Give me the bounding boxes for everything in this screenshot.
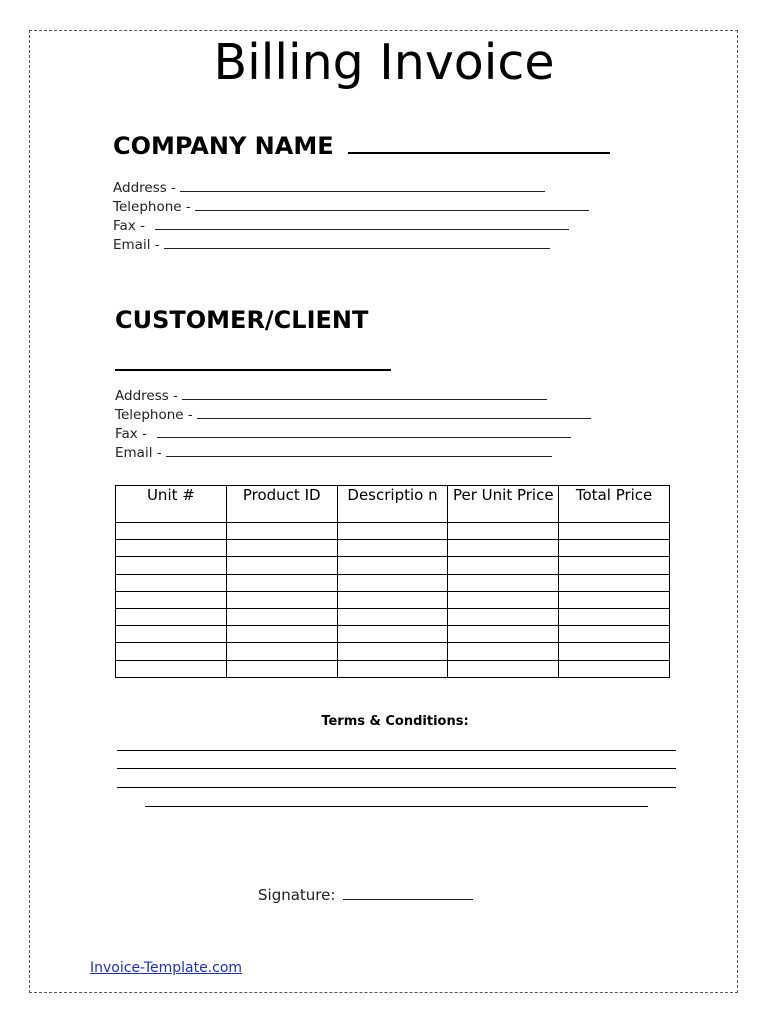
company-telephone-label: Telephone - bbox=[113, 199, 191, 215]
company-address-field bbox=[113, 179, 545, 197]
table-cell[interactable] bbox=[559, 660, 670, 677]
table-cell[interactable] bbox=[226, 540, 337, 557]
table-cell[interactable] bbox=[559, 540, 670, 557]
table-cell[interactable] bbox=[226, 591, 337, 608]
table-cell[interactable] bbox=[226, 643, 337, 660]
table-row bbox=[116, 523, 670, 540]
table-cell[interactable] bbox=[226, 626, 337, 643]
table-cell[interactable] bbox=[448, 591, 559, 608]
table-cell[interactable] bbox=[337, 608, 448, 625]
table-cell[interactable] bbox=[559, 523, 670, 540]
table-row bbox=[116, 643, 670, 660]
table-cell[interactable] bbox=[226, 574, 337, 591]
table-cell[interactable] bbox=[559, 591, 670, 608]
table-cell[interactable] bbox=[116, 540, 227, 557]
col-header-description: Descriptio n bbox=[337, 486, 448, 523]
table-cell[interactable] bbox=[337, 557, 448, 574]
table-row bbox=[116, 591, 670, 608]
table-cell[interactable] bbox=[116, 608, 227, 625]
customer-telephone-field bbox=[115, 406, 591, 424]
table-cell[interactable] bbox=[337, 660, 448, 677]
customer-fax-label: Fax - bbox=[115, 426, 147, 442]
customer-fax-field bbox=[115, 425, 571, 443]
signature-blank[interactable] bbox=[343, 885, 473, 900]
table-cell[interactable] bbox=[448, 574, 559, 591]
company-email-blank[interactable] bbox=[164, 236, 550, 249]
company-email-field bbox=[113, 236, 550, 254]
table-cell[interactable] bbox=[448, 608, 559, 625]
table-cell[interactable] bbox=[337, 540, 448, 557]
customer-address-blank[interactable] bbox=[182, 387, 547, 400]
company-telephone-field bbox=[113, 198, 589, 216]
table-cell[interactable] bbox=[116, 643, 227, 660]
terms-line[interactable] bbox=[117, 750, 676, 751]
table-row bbox=[116, 660, 670, 677]
table-cell[interactable] bbox=[116, 660, 227, 677]
page-title: Billing Invoice bbox=[213, 34, 555, 91]
table-cell[interactable] bbox=[559, 608, 670, 625]
invoice-template-link[interactable]: Invoice-Template.com bbox=[90, 960, 243, 976]
table-cell[interactable] bbox=[448, 643, 559, 660]
table-cell[interactable] bbox=[337, 643, 448, 660]
table-cell[interactable] bbox=[448, 557, 559, 574]
table-cell[interactable] bbox=[116, 557, 227, 574]
company-fax-blank[interactable] bbox=[155, 217, 569, 230]
signature-label: Signature: bbox=[258, 886, 336, 904]
signature-field bbox=[258, 885, 473, 904]
table-cell[interactable] bbox=[559, 557, 670, 574]
table-cell[interactable] bbox=[116, 591, 227, 608]
company-address-label: Address - bbox=[113, 180, 176, 196]
table-cell[interactable] bbox=[448, 540, 559, 557]
customer-email-field bbox=[115, 444, 552, 462]
table-row bbox=[116, 626, 670, 643]
table-cell[interactable] bbox=[559, 643, 670, 660]
customer-telephone-blank[interactable] bbox=[197, 406, 591, 419]
table-cell[interactable] bbox=[337, 523, 448, 540]
table-cell[interactable] bbox=[226, 608, 337, 625]
company-telephone-blank[interactable] bbox=[195, 198, 589, 211]
customer-name-blank[interactable] bbox=[115, 352, 391, 371]
table-cell[interactable] bbox=[116, 574, 227, 591]
customer-email-label: Email - bbox=[115, 445, 162, 461]
table-header-row bbox=[116, 486, 670, 523]
table-cell[interactable] bbox=[226, 557, 337, 574]
company-email-label: Email - bbox=[113, 237, 160, 253]
table-cell[interactable] bbox=[559, 626, 670, 643]
table-row bbox=[116, 608, 670, 625]
customer-address-field bbox=[115, 387, 547, 405]
customer-telephone-label: Telephone - bbox=[115, 407, 193, 423]
col-header-unit: Unit # bbox=[116, 486, 227, 523]
table-cell[interactable] bbox=[337, 626, 448, 643]
company-name-blank[interactable] bbox=[348, 134, 610, 154]
company-address-blank[interactable] bbox=[180, 179, 545, 192]
col-header-per-unit-price: Per Unit Price bbox=[448, 486, 559, 523]
company-fax-label: Fax - bbox=[113, 218, 145, 234]
table-cell[interactable] bbox=[448, 523, 559, 540]
table-cell[interactable] bbox=[448, 660, 559, 677]
table-cell[interactable] bbox=[116, 523, 227, 540]
table-body bbox=[116, 523, 670, 678]
table-cell[interactable] bbox=[337, 591, 448, 608]
customer-fax-blank[interactable] bbox=[157, 425, 571, 438]
col-header-product-id: Product ID bbox=[226, 486, 337, 523]
terms-line[interactable] bbox=[117, 787, 676, 788]
invoice-items-table bbox=[115, 485, 670, 678]
terms-title: Terms & Conditions: bbox=[321, 714, 469, 729]
company-fax-field bbox=[113, 217, 569, 235]
company-heading bbox=[113, 131, 610, 161]
company-name-label: COMPANY NAME bbox=[113, 132, 334, 160]
terms-line[interactable] bbox=[117, 768, 676, 769]
table-row bbox=[116, 557, 670, 574]
customer-address-label: Address - bbox=[115, 388, 178, 404]
customer-email-blank[interactable] bbox=[166, 444, 552, 457]
table-cell[interactable] bbox=[226, 523, 337, 540]
table-cell[interactable] bbox=[559, 574, 670, 591]
terms-line[interactable] bbox=[145, 806, 648, 807]
customer-heading: CUSTOMER/CLIENT bbox=[115, 306, 369, 334]
table-cell[interactable] bbox=[337, 574, 448, 591]
col-header-total-price: Total Price bbox=[559, 486, 670, 523]
table-row bbox=[116, 574, 670, 591]
table-cell[interactable] bbox=[448, 626, 559, 643]
table-cell[interactable] bbox=[116, 626, 227, 643]
table-cell[interactable] bbox=[226, 660, 337, 677]
table-row bbox=[116, 540, 670, 557]
